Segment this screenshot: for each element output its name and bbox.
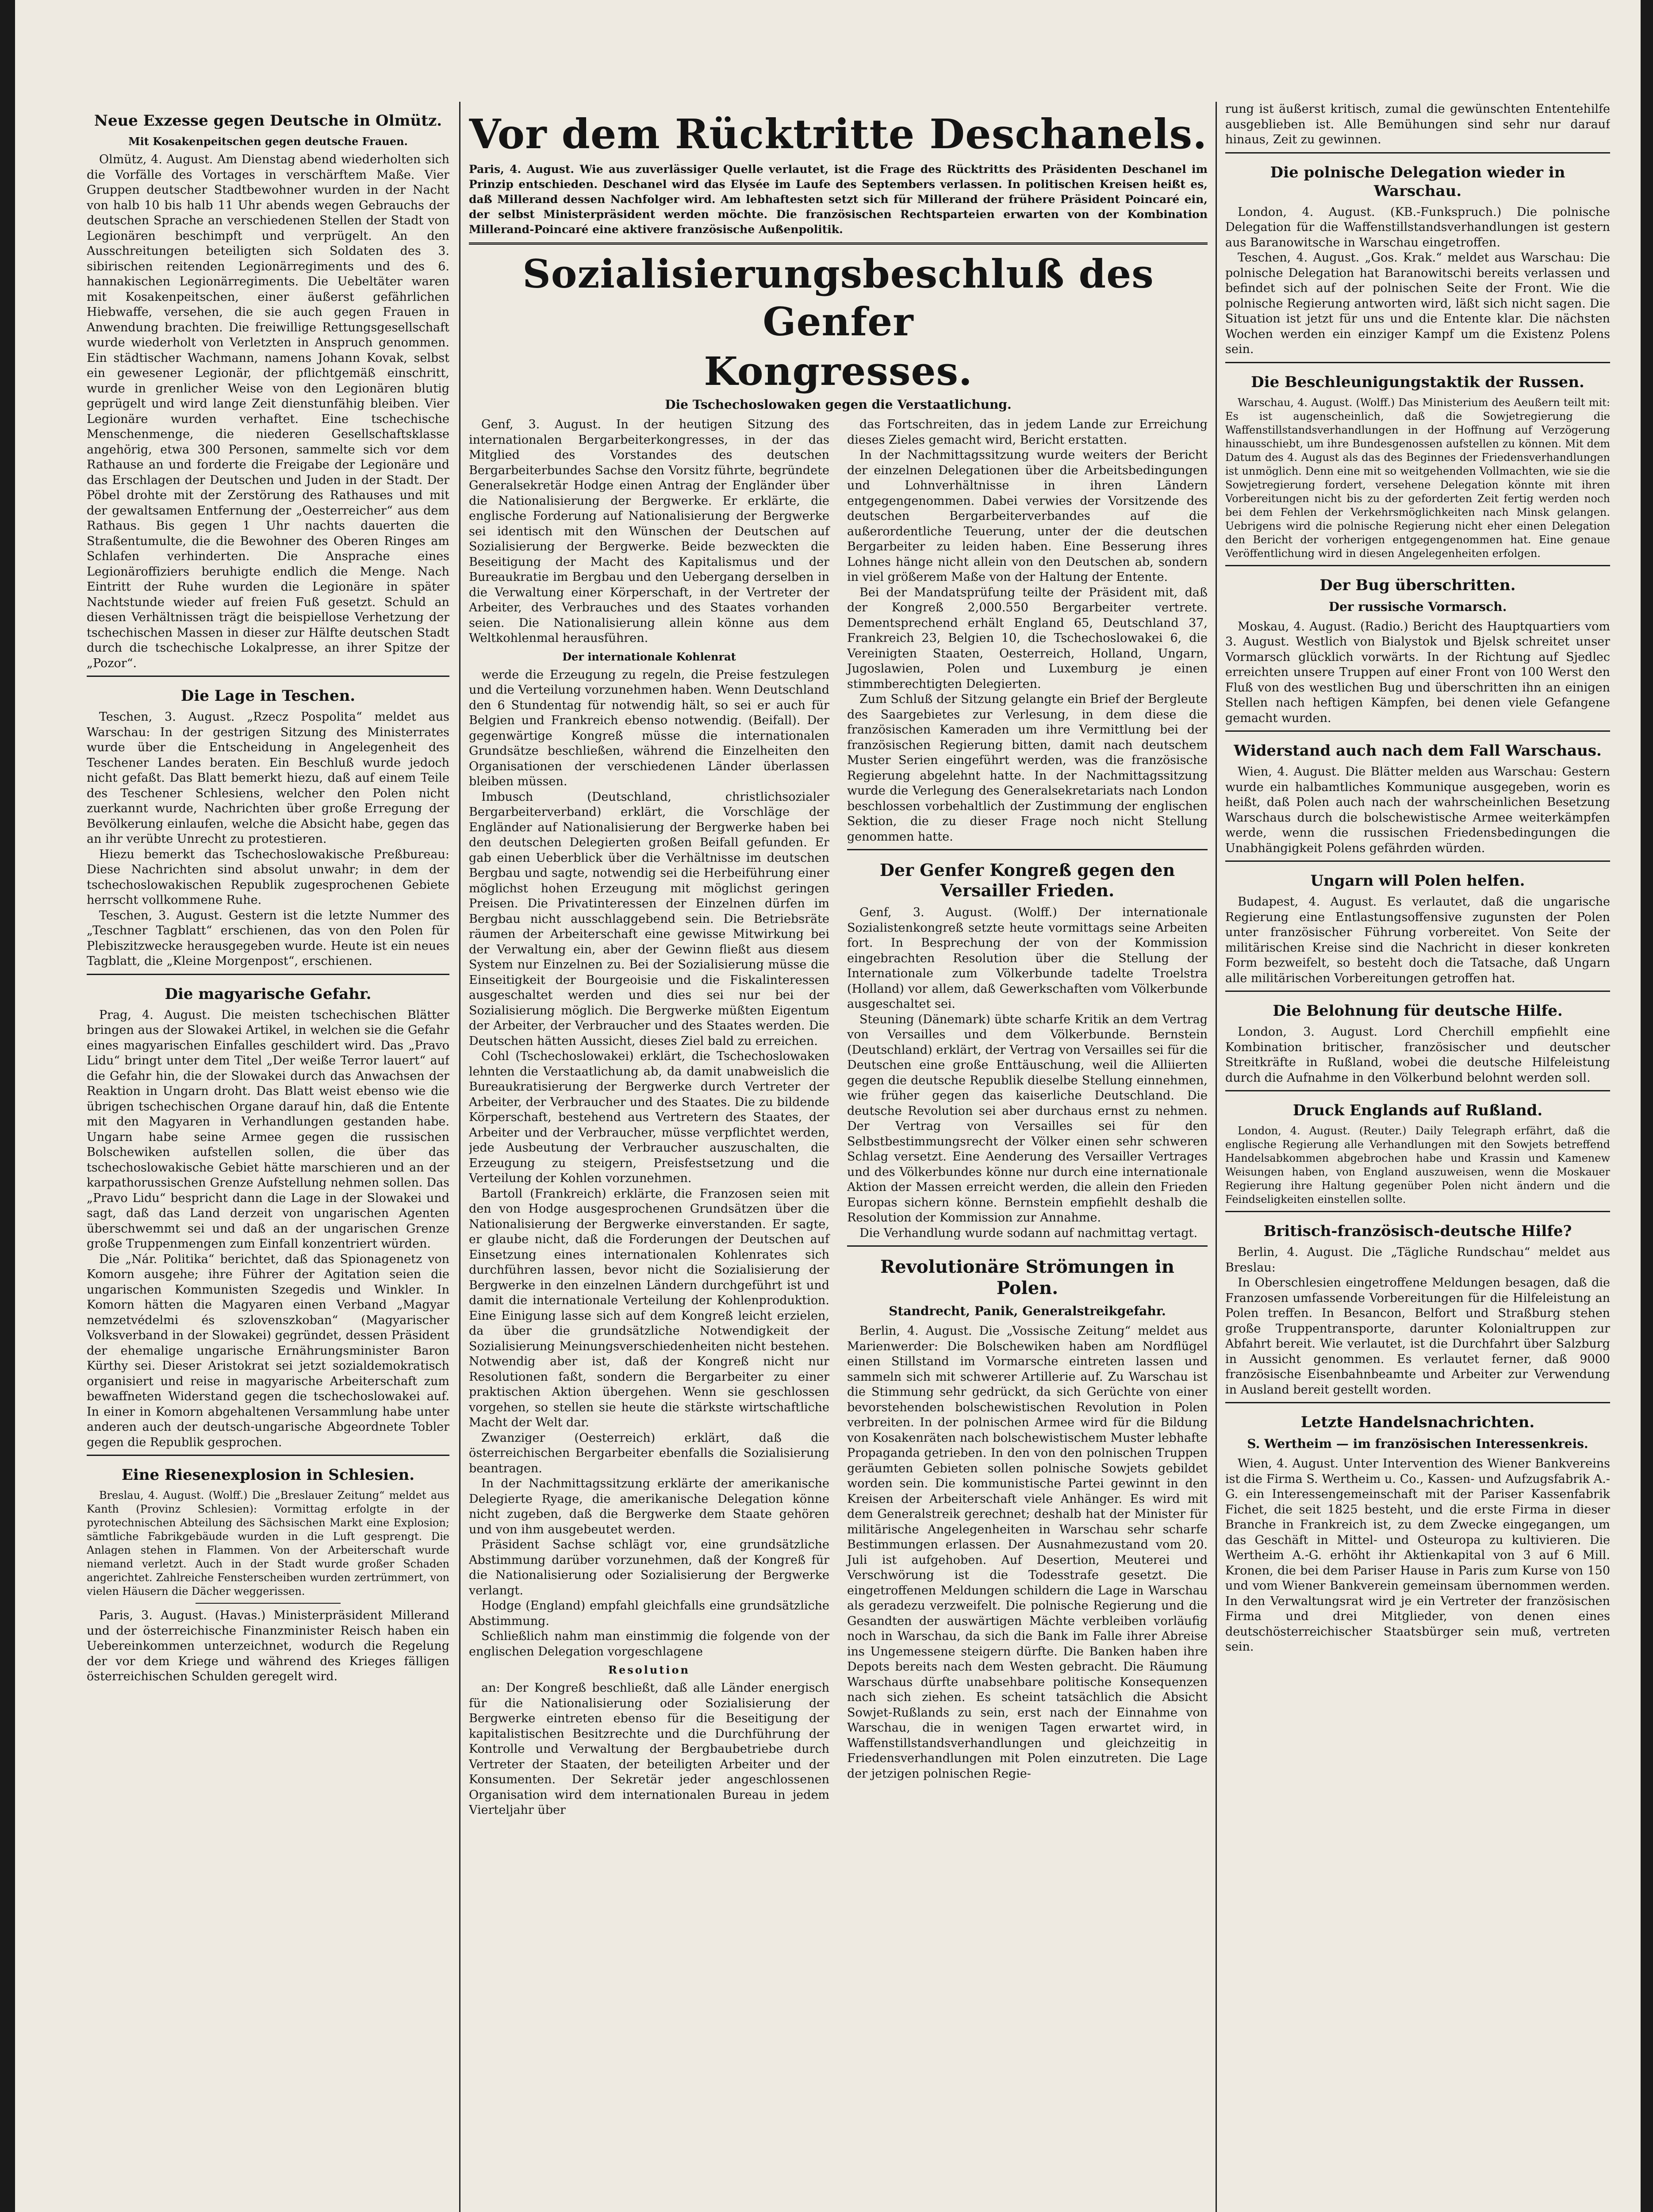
article-teschen-body-2: Hiezu bemerkt das Tschechoslowakische Preßbureau: Diese Nachrichten sind absolut unwahr; in dem der tschechoslowakischen Republik zugesprochenen Gebiete herrscht vollkommene Ruhe. (87, 847, 449, 907)
column-rule (459, 102, 460, 2212)
article-teschen-body-3: Teschen, 3. August. Gestern ist die letzte Nummer des „Teschner Tagblatt“ erschienen, das von den Polen für Plebiszitzwecke herausgegeben wurde. Heute ist ein neues Tagblatt, die „Kleine Morgenpost“, erschienen. (87, 908, 449, 968)
divider (87, 676, 449, 677)
double-rule (469, 242, 1208, 245)
divider (87, 974, 449, 975)
headline-hilfe: Britisch-französisch-deutsche Hilfe? (1263, 1222, 1572, 1240)
genf-body-1: Genf, 3. August. (Wolff.) Der internationale Sozialistenkongreß setzte heute vormittags seine Arbeiten fort. In Besprechung der von der Kommission eingebrachten Resolution über die Stellung der Internationale zum Völkerbunde tadelte Troelstra (Holland) vor allem, daß Gewerkschaften vom Völkerbunde ausgeschaltet sei. (847, 906, 1208, 1011)
headline-explosion: Eine Riesenexplosion in Schlesien. (121, 1466, 415, 1484)
revolution-body: Berlin, 4. August. Die „Vossische Zeitung“ meldet aus Marienwerder: Die Bolschewiken haben am Nordflügel einen Stillstand im Vormarsche eintreten lassen und sammeln sich mit schwerer Artillerie auf. Zu Warschau ist die Stimmung sehr gedrückt, da sich Gerüchte von einer bevorstehenden bolschewistischen Revolution in Polen verbreiten. In der polnischen Armee wird für die Bildung von Kosakenräten nach bolschewistischem Muster lebhafte Propaganda getrieben. In den von den polnischen Truppen geräumten Gebieten sollen polnische Sowjets gebildet worden sein. Die kommunistische Partei gewinnt in den Kreisen der Arbeiterschaft viele Anhänger. Es wird mit dem Generalstreik gerechnet; deshalb hat der Minister für militärische Angelegenheiten in Warschau sehr scharfe Bestimmungen erlassen. Der Ausnahmezustand vom 20. Juli ist aufgehoben. Auf Desertion, Meuterei und Verschwörung ist die Todesstrafe gesetzt. Die eingetroffenen Meldungen schildern die Lage in Warschau als geradezu verzweifelt. Die polnische Regierung und die Gesandten der auswärtigen Mächte verbleiben vorläufig noch in Warschau, da sich die Bank im Falle ihrer Abreise ins Ungemessene steigern dürfte. Die Banken haben ihre Depots bereits nach dem Westen gebracht. Die Räumung Warschaus dürfte unabsehbare politische Konsequenzen nach sich ziehen. Es scheint tatsächlich die Absicht Sowjet-Rußlands zu sein, erst nach der Einnahme von Warschau, die in wenigen Tagen erwartet wird, in Waffenstillstandsverhandlungen und gleichzeitig in Friedensverhandlungen mit Polen einzutreten. Die Lage der jetzigen polnischen Regie- (847, 1324, 1208, 1781)
headline-genf-kongress: Der Genfer Kongreß gegen den Versailler Frieden. (879, 860, 1175, 900)
delegation-body-2: Teschen, 4. August. „Gos. Krak.“ meldet aus Warschau: Die polnische Delegation hat Baranowitschi bereits verlassen und befindet sich auf der polnischen Seite der Front. Wie die polnische Regierung antworten wird, läßt sich nicht sagen. Die Situation ist jetzt für uns und die Entente klar. Die nächsten Wochen werden ein einziger Kampf um die Existenz Polens sein. (1225, 251, 1610, 356)
headline-genfer-line-1: Sozialisierungsbeschluß des Genfer (522, 251, 1154, 345)
divider (1225, 991, 1610, 992)
widerstand-body: Wien, 4. August. Die Blätter melden aus Warschau: Gestern wurde ein halbamtliches Kommunique ausgegeben, worin es heißt, daß Polen auch nach der wahrscheinlichen Besetzung Warschaus durch die bolschewistische Armee weiterkämpfen werde, wenn die russischen Friedensbedingungen die Unabhängigkeit Polens gefährden würden. (1225, 765, 1610, 855)
headline-taktik: Die Beschleunigungstaktik der Russen. (1251, 373, 1584, 391)
headline-genfer-line-2: Kongresses. (704, 348, 973, 394)
divider (1225, 565, 1610, 566)
main-left-1: Genf, 3. August. In der heutigen Sitzung des internationalen Bergarbeiterkongresses, in der das Mitglied des Vorstandes des deutschen Bergarbeiterbundes Sachse den Vorsitz führte, begründete Generalsekretär Hodge einen Antrag der Engländer über die Nationalisierung der Bergwerke. Er erklärte, die englische Forderung auf Nationalisierung der Bergwerke sei identisch mit den Wünschen der Deutschen auf Sozialisierung der Bergwerke. Beide bezweckten die Beseitigung der Macht des Kapitalismus und der Bureaukratie im Bergbau und den Uebergang derselben in die Verwaltung einer Körperschaft, in der Vertreter der Arbeiter, des Verbrauches und des Staates vorhanden seien. Die Nationalisierung allein könne aus dem Weltkohlenmal herausführen. (469, 418, 829, 645)
center-columns (469, 102, 1208, 2212)
headline-belohnung: Die Belohnung für deutsche Hilfe. (1273, 1002, 1563, 1020)
bug-body: Moskau, 4. August. (Radio.) Bericht des Hauptquartiers vom 3. August. Westlich von Bialystok und Bjelsk schreitet unser Vormarsch glücklich vorwärts. In der Richtung auf Sjedlec erreichten unsere Truppen auf einer Front von 100 Werst den Fluß von des westlichen Bug und überschritten ihn an einigen Stellen nach heftigen Kämpfen, bei denen viele Gefangene gemacht wurden. (1225, 619, 1610, 725)
taktik-body: Warschau, 4. August. (Wolff.) Das Ministerium des Aeußern teilt mit: Es ist augenscheinlich, daß die Sowjetregierung die Waffenstillstandsverhandlungen in der Hoffnung auf Verzögerung hinausschiebt, um ihre Bundesgenossen aufstellen zu können. Mit dem Datum des 4. August als das des Beginnes der Friedensverhandlungen ist unmöglich. Denn eine mit so weitgehenden Vollmachten, wie sie die Sowjetregierung fordert, versehene Delegation könnte mit ihren Vorbereitungen nicht bis zu der geforderten Zeit fertig werden noch bei dem Fehlen der Verkehrsmöglichkeiten nach Minsk gelangen. Uebrigens wird die polnische Regierung nicht eher einen Delegation den Bericht der vorherigen entgegengenommen hat. Eine genaue Veröffentlichung wird in diesen Angelegenheiten erfolgen. (1225, 396, 1610, 560)
divider (1225, 1402, 1610, 1403)
main-left-7: In der Nachmittagssitzung erklärte der amerikanische Delegierte Ryage, die amerikanische Delegation könne nicht zugeben, daß die Bergwerke dem Staate gehören und von ihm ausgebeutet werden. (469, 1477, 829, 1536)
resolution-title: Resolution (608, 1663, 690, 1676)
lead-deschanel: Paris, 4. August. Wie aus zuverlässiger Quelle verlautet, ist die Frage des Rücktritts des Präsidenten Deschanel im Prinzip entschieden. Deschanel wird das Elysée im Laufe des Septembers verlassen. In politischen Kreisen heißt es, daß Millerand dessen Nachfolger wird. Am lebhaftesten setzt sich für Millerand der frühere Präsident Poincaré ein, der selbst Ministerpräsident werden möchte. Die französischen Rechtsparteien erwarten von der Kombination Millerand-Poincaré eine aktivere französische Außenpolitik. (469, 163, 1208, 236)
hilfe-body-2: In Oberschlesien eingetroffene Meldungen besagen, daß die Franzosen umfassende Vorbereitungen für die Hilfeleistung an Polen treffen. In Besancon, Belfort und Straßburg stehen große Truppentransporte, darunter Kolonialtruppen zur Abfahrt bereit. Wie verlautet, ist die Durchfahrt über Salzburg in Aussicht genommen. Es verlautet ferner, daß 9000 französische Eisenbahnbeamte und Arbeiter zur Verwendung in Ausland bereit gestellt worden. (1225, 1276, 1610, 1397)
genf-body-2: Steuning (Dänemark) übte scharfe Kritik an dem Vertrag von Versailles und dem Völkerbunde. Bernstein (Deutschland) erklärt, der Vertrag von Versailles sei für die Deutschen eine große Enttäuschung, weil die Alliierten gegen die deutsche Republik dieselbe Stellung einnehmen, wie früher gegen das kaiserliche Deutschland. Die deutsche Revolution sei aber durchaus ernst zu nehmen. Der Vertrag von Versailles sei für den Selbstbestimmungsrecht der Völker einen sehr schweren Schlag versetzt. Eine Aenderung des Versailler Vertrages und des Völkerbundes könne nur durch eine internationale Aktion der Massen erreicht werden, die allein den Frieden Europas sichern könne. Bernstein empfiehlt deshalb die Resolution der Kommission zur Annahme. (847, 1012, 1208, 1225)
column-1 (87, 102, 449, 2212)
divider (1225, 1090, 1610, 1091)
headline-druck-englands: Druck Englands auf Rußland. (1292, 1102, 1543, 1119)
handel-body: Wien, 4. August. Unter Intervention des Wiener Bankvereins ist die Firma S. Wertheim u. Co., Kassen- und Aufzugsfabrik A.-G. ein Interessengemeinschaft mit der Pariser Kassenfabrik Fichet, die seit 1825 besteht, und die erste Firma in dieser Branche in Frankreich ist, zu dem Zwecke eingegangen, um das Geschäft in Mittel- und Osteuropa zu kultivieren. Die Wertheim A.-G. erhöht ihr Aktienkapital von 3 auf 6 Mill. Kronen, die bei dem Pariser Hause in Paris zum Kurse von 150 und vom Wiener Bankverein gemeinsam übernommen werden. In den Verwaltungsrat wird je ein Vertreter der französischen Firma und drei Mitglieder, von denen eines deutschösterreichischer Staatsbürger sein muß, vertreten sein. (1225, 1457, 1610, 1654)
subhead-olmuetz: Mit Kosakenpeitschen gegen deutsche Frauen. (128, 135, 408, 148)
divider (196, 1603, 341, 1604)
column-4 (1225, 102, 1610, 2212)
main-left-10: Schließlich nahm man einstimmig die folgende von der englischen Delegation vorgeschlagene (469, 1629, 829, 1659)
ungarn-body: Budapest, 4. August. Es verlautet, daß die ungarische Regierung eine Entlastungsoffensive zugunsten der Polen unter französischer Führung vorbereitet. Von Seite der militärischen Kreise sind die Nachricht in dieser konkreten Form bezweifelt, so besteht doch die Tatsache, daß Ungarn alle militärischen Vorbereitungen getroffen hat. (1225, 895, 1610, 985)
headline-teschen: Die Lage in Teschen. (180, 687, 356, 705)
subhead-tschechoslowaken: Die Tschechoslowaken gegen die Verstaatlichung. (665, 397, 1012, 412)
genf-body-3: Die Verhandlung wurde sodann auf nachmittag vertagt. (859, 1226, 1198, 1240)
divider (87, 1455, 449, 1456)
scan-edge-left (0, 0, 15, 2212)
article-magyar-body-2: Die „Nár. Politika“ berichtet, daß das Spionagenetz von Komorn ausgehe; ihre Führer der Agitation seien die ungarischen Kommunisten Szegedis und Winkler. In Komorn hätten die Magyaren einen Verband „Magyar nemzetvédelmi és szlovenszkoban“ (Magyarischer Volksverband in der Slowakei) gegründet, dessen Präsident der ehemalige ungarische Ernährungsminister Baron Kürthy sei. Dieser Aristokrat sei jetzt sozialdemokratisch organisiert und reise in magyarische Arbeiterschaft zum bewaffneten Widerstand gegen die tschechoslowakei auf. In einer in Komorn abgehaltenen Versammlung habe unter anderen auch der deutsch-ungarische Abgeordnete Tobler gegen die Republik gesprochen. (87, 1252, 449, 1449)
resolution-text: an: Der Kongreß beschließt, daß alle Länder energisch für die Nationalisierung oder Sozialisierung der Bergwerke eintreten ebenso für die Beseitigung der kapitalistischen Besitzrechte und die Durchführung der Kontrolle und Verwaltung der Bergbaubetriebe durch Vertreter der Staaten, der beteiligten Arbeiter und der Konsumenten. Der Sekretär jeder angeschlossenen Organisation wird dem internationalen Bureau in jedem Vierteljahr über (469, 1681, 829, 1817)
main-left-5: Bartoll (Frankreich) erklärte, die Franzosen seien mit den von Hodge ausgesprochenen Grundsätzen über die Nationalisierung der Bergwerke einverstanden. Er sagte, er glaube nicht, daß die Forderungen der Deutschen auf Einsetzung eines internationalen Kohlenrates sich durchführen lassen, bevor nicht die Sozialisierung der Bergwerke in den einzelnen Ländern durchgeführt ist und damit die internationale Verteilung der Kohlenproduktion. Eine Einigung lasse sich auf dem Kongreß leicht erzielen, da über die grundsätzliche Notwendigkeit der Sozialisierung Meinungsverschiedenheiten nicht bestehen. Notwendig aber ist, daß der Kongreß nicht nur Resolutionen faßt, sondern die Bergarbeiter zu einer praktischen Aktion übergehen. Wenn sie geschlossen vorgehen, so stellen sie heute die stärkste wirtschaftliche Macht der Welt dar. (469, 1187, 829, 1429)
subhead-kohlenrat: Der internationale Kohlenrat (562, 650, 736, 663)
headline-olmuetz: Neue Exzesse gegen Deutsche in Olmütz. (94, 112, 442, 130)
main-left-4: Cohl (Tschechoslowakei) erklärt, die Tschechoslowaken lehnten die Verstaatlichung ab, da damit unabweislich die Bureaukratisierung der Bergwerke durch Vertreter der Arbeiter, der Verbraucher und des Staates. Die zu bildende Körperschaft, bestehend aus Vertretern des Staates, der Arbeiter und der Verbraucher, müsse verpflichtet werden, jede Ausbeutung der Verbraucher auszuschalten, die Erzeugung zu steigern, Preisfestsetzung und die Verteilung der Kohlen vorzunehmen. (469, 1049, 829, 1185)
divider (1225, 362, 1610, 363)
headline-handel: Letzte Handelsnachrichten. (1300, 1413, 1535, 1431)
druck-body: London, 4. August. (Reuter.) Daily Telegraph erfährt, daß die englische Regierung alle Verhandlungen mit den Sowjets betreffend Handelsabkommen abgebrochen habe und Krassin und Kamenew Weisungen haben, von England auszuweisen, wenn die Moskauer Regierung ihre Haltung gegenüber Polen nicht ändern und die Feindseligkeiten einstellen sollte. (1225, 1125, 1610, 1206)
belohnung-body: London, 3. August. Lord Cherchill empfiehlt eine Kombination britischer, französischer und deutscher Streitkräfte in Rußland, wobei die deutsche Hilfeleistung durch die Aufnahme in den Völkerbund belohnt werden soll. (1225, 1025, 1610, 1085)
main-right-1: das Fortschreiten, das in jedem Lande zur Erreichung dieses Zieles gemacht wird, Bericht erstatten. (847, 418, 1208, 447)
column-rule (1216, 102, 1217, 2212)
divider (847, 849, 1208, 850)
main-left-2: werde die Erzeugung zu regeln, die Preise festzulegen und die Verteilung vorzunehmen haben. Wenn Deutschland den 6 Stundentag für notwendig hält, so sei er auch für Belgien und Frankreich ebenso notwendig. (Beifall). Der gegenwärtige Kongreß müsse die internationalen Grundsätze beschließen, während die Einzelheiten den Organisationen der verschiedenen Länder überlassen bleiben müssen. (469, 668, 829, 788)
main-right-4: Zum Schluß der Sitzung gelangte ein Brief der Bergleute des Saargebietes zur Verlesung, in dem diese die französischen Kameraden um ihre Vermittlung bei der französischen Regierung bitten, damit nach deutschem Muster Serien eingeführt werden, was die französische Regierung abgelehnt hatte. In der Nachmittagssitzung wurde die Verlegung des Generalsekretariats nach London beschlossen vorbehaltlich der Zustimmung der englischen Sektion, die zu dieser Frage noch nicht Stellung genommen hatte. (847, 692, 1208, 844)
divider (1225, 730, 1610, 732)
article-magyar-body-1: Prag, 4. August. Die meisten tschechischen Blätter bringen aus der Slowakei Artikel, in welchen sie die Gefahr eines magyarischen Einfalles geschildert wird. Das „Pravo Lidu“ bringt unter dem Titel „Der weiße Terror lauert“ auf die Gefahr hin, die der Slowakei durch das Anwachsen der Reaktion in Ungarn droht. Das Blatt weist ebenso wie die übrigen tschechischen Organe darauf hin, daß die Entente mit den Magyaren in Verhandlungen gestanden habe. Ungarn habe seine Armee gegen die russischen Bolschewiken aufstellen sollen, die über das tschechoslowakische Gebiet hätte marschieren und an der karpathorussischen Grenze Aufstellung nehmen sollen. Das „Pravo Lidu“ bespricht dann die Lage in der Slowakei und sagt, daß das Land derzeit von ungarischen Agenten überschwemmt sei und daß an der ungarischen Grenze große Truppenmengen zum Einfall konzentriert würden. (87, 1008, 449, 1251)
article-explosion-body-1: Breslau, 4. August. (Wolff.) Die „Breslauer Zeitung“ meldet aus Kanth (Provinz Schlesien): Vormittag erfolgte in der pyrotechnischen Abteilung des Sächsischen Markt eine Explosion; sämtliche Fabrikgebäude wurden in die Luft gesprengt. Die Anlagen stehen in Flammen. Von der Arbeiterschaft wurde niemand verletzt. Auch in der Stadt wurde großer Schaden angerichtet. Zahlreiche Fensterscheiben wurden zertrümmert, von vielen Häusern die Dächer weggerissen. (87, 1489, 449, 1598)
subhead-standrecht: Standrecht, Panik, Generalstreikgefahr. (889, 1304, 1166, 1318)
subhead-wertheim: S. Wertheim — im französischen Interessenkreis. (1247, 1436, 1588, 1451)
divider (1225, 152, 1610, 154)
divider (1225, 1211, 1610, 1212)
scan-edge-right (1641, 0, 1653, 2212)
delegation-body-1: London, 4. August. (KB.-Funkspruch.) Die polnische Delegation für die Waffenstillstandsverhandlungen ist gestern aus Baranowitsche in Warschau eingetroffen. (1225, 205, 1610, 250)
main-left-8: Präsident Sachse schlägt vor, eine grundsätzliche Abstimmung darüber vorzunehmen, daß der Kongreß für die Nationalisierung oder Sozialisierung der Bergwerke verlangt. (469, 1538, 829, 1598)
two-column-body (469, 417, 1208, 1818)
column-2 (469, 417, 829, 1818)
divider (847, 1245, 1208, 1247)
headline-delegation: Die polnische Delegation wieder in Warschau. (1270, 163, 1565, 200)
main-right-3: Bei der Mandatsprüfung teilte der Präsident mit, daß der Kongreß 2,000.550 Bergarbeiter vertrete. Dementsprechend erhält England 65, Deutschland 37, Frankreich 23, Belgien 10, die Tschechoslowakei 6, die Vereinigten Staaten, Oesterreich, Holland, Ungarn, Jugoslawien, Polen und Luxemburg je einen stimmberechtigten Delegierten. (847, 585, 1208, 691)
headline-bug: Der Bug überschritten. (1319, 576, 1516, 594)
headline-magyar: Die magyarische Gefahr. (165, 985, 372, 1003)
hilfe-body-1: Berlin, 4. August. Die „Tägliche Rundschau“ meldet aus Breslau: (1225, 1245, 1610, 1275)
column-3 (847, 417, 1208, 1818)
article-olmuetz-body: Olmütz, 4. August. Am Dienstag abend wiederholten sich die Vorfälle des Vortages in verschärftem Maße. Vier Gruppen deutscher Stadtbewohner wurden in der Nacht von halb 10 bis halb 11 Uhr abends wegen Gebrauchs der deutschen Sprache an verschiedenen Stellen der Stadt von Legionären beschimpft und verprügelt. An den Ausschreitungen beteiligten sich Soldaten des 3. sibirischen reitenden Legionärregiments und des 6. hannakischen Legionärregiments. Die Uebeltäter waren mit Kosakenpeitschen, einer äußerst gefährlichen Hiebwaffe, versehen, die sie auch gegen Frauen in Anwendung brachten. Die freiwillige Rettungsgesellschaft wurde wiederholt von Verletzten in Anspruch genommen. Ein städtischer Wachmann, namens Johann Kovak, selbst ein gewesener Legionär, der pflichtgemäß einschritt, wurde in grenlicher Weise von den Legionären blutig geprügelt und wird lange Zeit dienstunfähig bleiben. Vier Legionäre wurden verhaftet. Eine tschechische Menschenmenge, die niederen Gesellschaftsklasse angehörig, etwa 300 Personen, sammelte sich vor dem Rathause an und forderte die Freigabe der Legionäre und das Erschlagen der Deutschen und Juden in der Stadt. Der Pöbel drohte mit der Zerstörung des Rathauses und mit der gewaltsamen Entfernung der „Oesterreicher“ aus dem Rathaus. Bis gegen 1 Uhr nachts dauerten die Straßentumulte, die die Bewohner des Oberen Ringes am Schlafen verhinderten. Die Ansprache eines Legionäroffiziers beruhigte endlich die Menge. Nach Eintritt der Ruhe wurden die Legionäre in später Nachtstunde wieder auf freien Fuß gesetzt. Schuld an diesen Verhältnissen trägt die beispiellose Verhetzung der tschechischen Massen in dieser zur Hälfte deutschen Stadt durch die tschechische Lokalpresse, an ihrer Spitze der „Pozor“. (87, 153, 449, 670)
article-explosion-body-2: Paris, 3. August. (Havas.) Ministerpräsident Millerand und der österreichische Finanzminister Reisch haben ein Uebereinkommen unterzeichnet, wodurch die Regelung der vor dem Kriege und während des Krieges fälligen österreichischen Schulden geregelt wird. (87, 1609, 449, 1683)
subhead-vormarsch: Der russische Vormarsch. (1328, 599, 1507, 614)
divider (1225, 860, 1610, 862)
article-teschen-body-1: Teschen, 3. August. „Rzecz Pospolita“ meldet aus Warschau: In der gestrigen Sitzung des Ministerrates wurde über die Entscheidung in Angelegenheit des Teschener Landes beraten. Ein Beschluß wurde jedoch nicht gefaßt. Das Blatt bemerkt hiezu, daß auf einem Teile des Teschener Schlesiens, welcher den Polen nicht zuerkannt wurde, Nachrichten über große Erregung der Bevölkerung einlaufen, welche die Absicht habe, gegen das an ihr verübte Unrecht zu protestieren. (87, 710, 449, 846)
main-right-2: In der Nachmittagssitzung wurde weiters der Bericht der einzelnen Delegationen über die Arbeitsbedingungen und Lohnverhältnisse in ihren Ländern entgegengenommen. Dabei verwies der Vorsitzende des deutschen Bergarbeiterverbandes auf die außerordentliche Teuerung, unter der die deutschen Bergarbeiter zu leiden haben. Eine Besserung ihres Lohnes hänge nicht allein von den Deutschen ab, sondern in viel größerem Maße von der Haltung der Entente. (847, 448, 1208, 584)
main-left-3: Imbusch (Deutschland, christlichsozialer Bergarbeiterverband) erklärt, die Vorschläge der Engländer auf Nationalisierung der Bergwerke haben bei den deutschen Delegierten großen Beifall gefunden. Er gab einen Ueberblick über die Verhältnisse im deutschen Bergbau und sagte, notwendig sei die Herbeiführung einer möglichst hohen Erzeugung mit möglichst geringen Preisen. Die Privatinteressen der Einzelnen dürfen im Bergbau nicht ausschlaggebend sein. Die Betriebsräte räumen der Arbeiterschaft eine gewisse Mitwirkung bei der Verwaltung ein, aber der Gewinn fließt aus diesem System nur Einzelnen zu. Bei der Sozialisierung müsse die Einseitigkeit der Bourgeoisie und die Fiskalinteressen ausgeschaltet werden und dies sei nur bei der Sozialisierung möglich. Die Bergwerke müßten Eigentum der Arbeiter, der Verbraucher und des Staates werden. Die Deutschen hätten Aussicht, dieses Ziel bald zu erreichen. (469, 790, 829, 1048)
headline-ungarn: Ungarn will Polen helfen. (1310, 872, 1525, 890)
headline-deschanel: Vor dem Rücktritte Deschanels. (469, 110, 1208, 158)
main-left-9: Hodge (England) empfahl gleichfalls eine grundsätzliche Abstimmung. (469, 1599, 829, 1628)
headline-widerstand: Widerstand auch nach dem Fall Warschaus. (1234, 742, 1602, 760)
main-left-6: Zwanziger (Oesterreich) erklärt, daß die österreichischen Bergarbeiter ebenfalls die Sozialisierung beantragen. (469, 1431, 829, 1475)
headline-revolution-polen: Revolutionäre Strömungen in Polen. (880, 1256, 1174, 1298)
col4-continuation: rung ist äußerst kritisch, zumal die gewünschten Ententehilfe ausgeblieben ist. Alle Bemühungen sind sehr nur darauf hinaus, Zeit zu gewinnen. (1225, 102, 1610, 146)
